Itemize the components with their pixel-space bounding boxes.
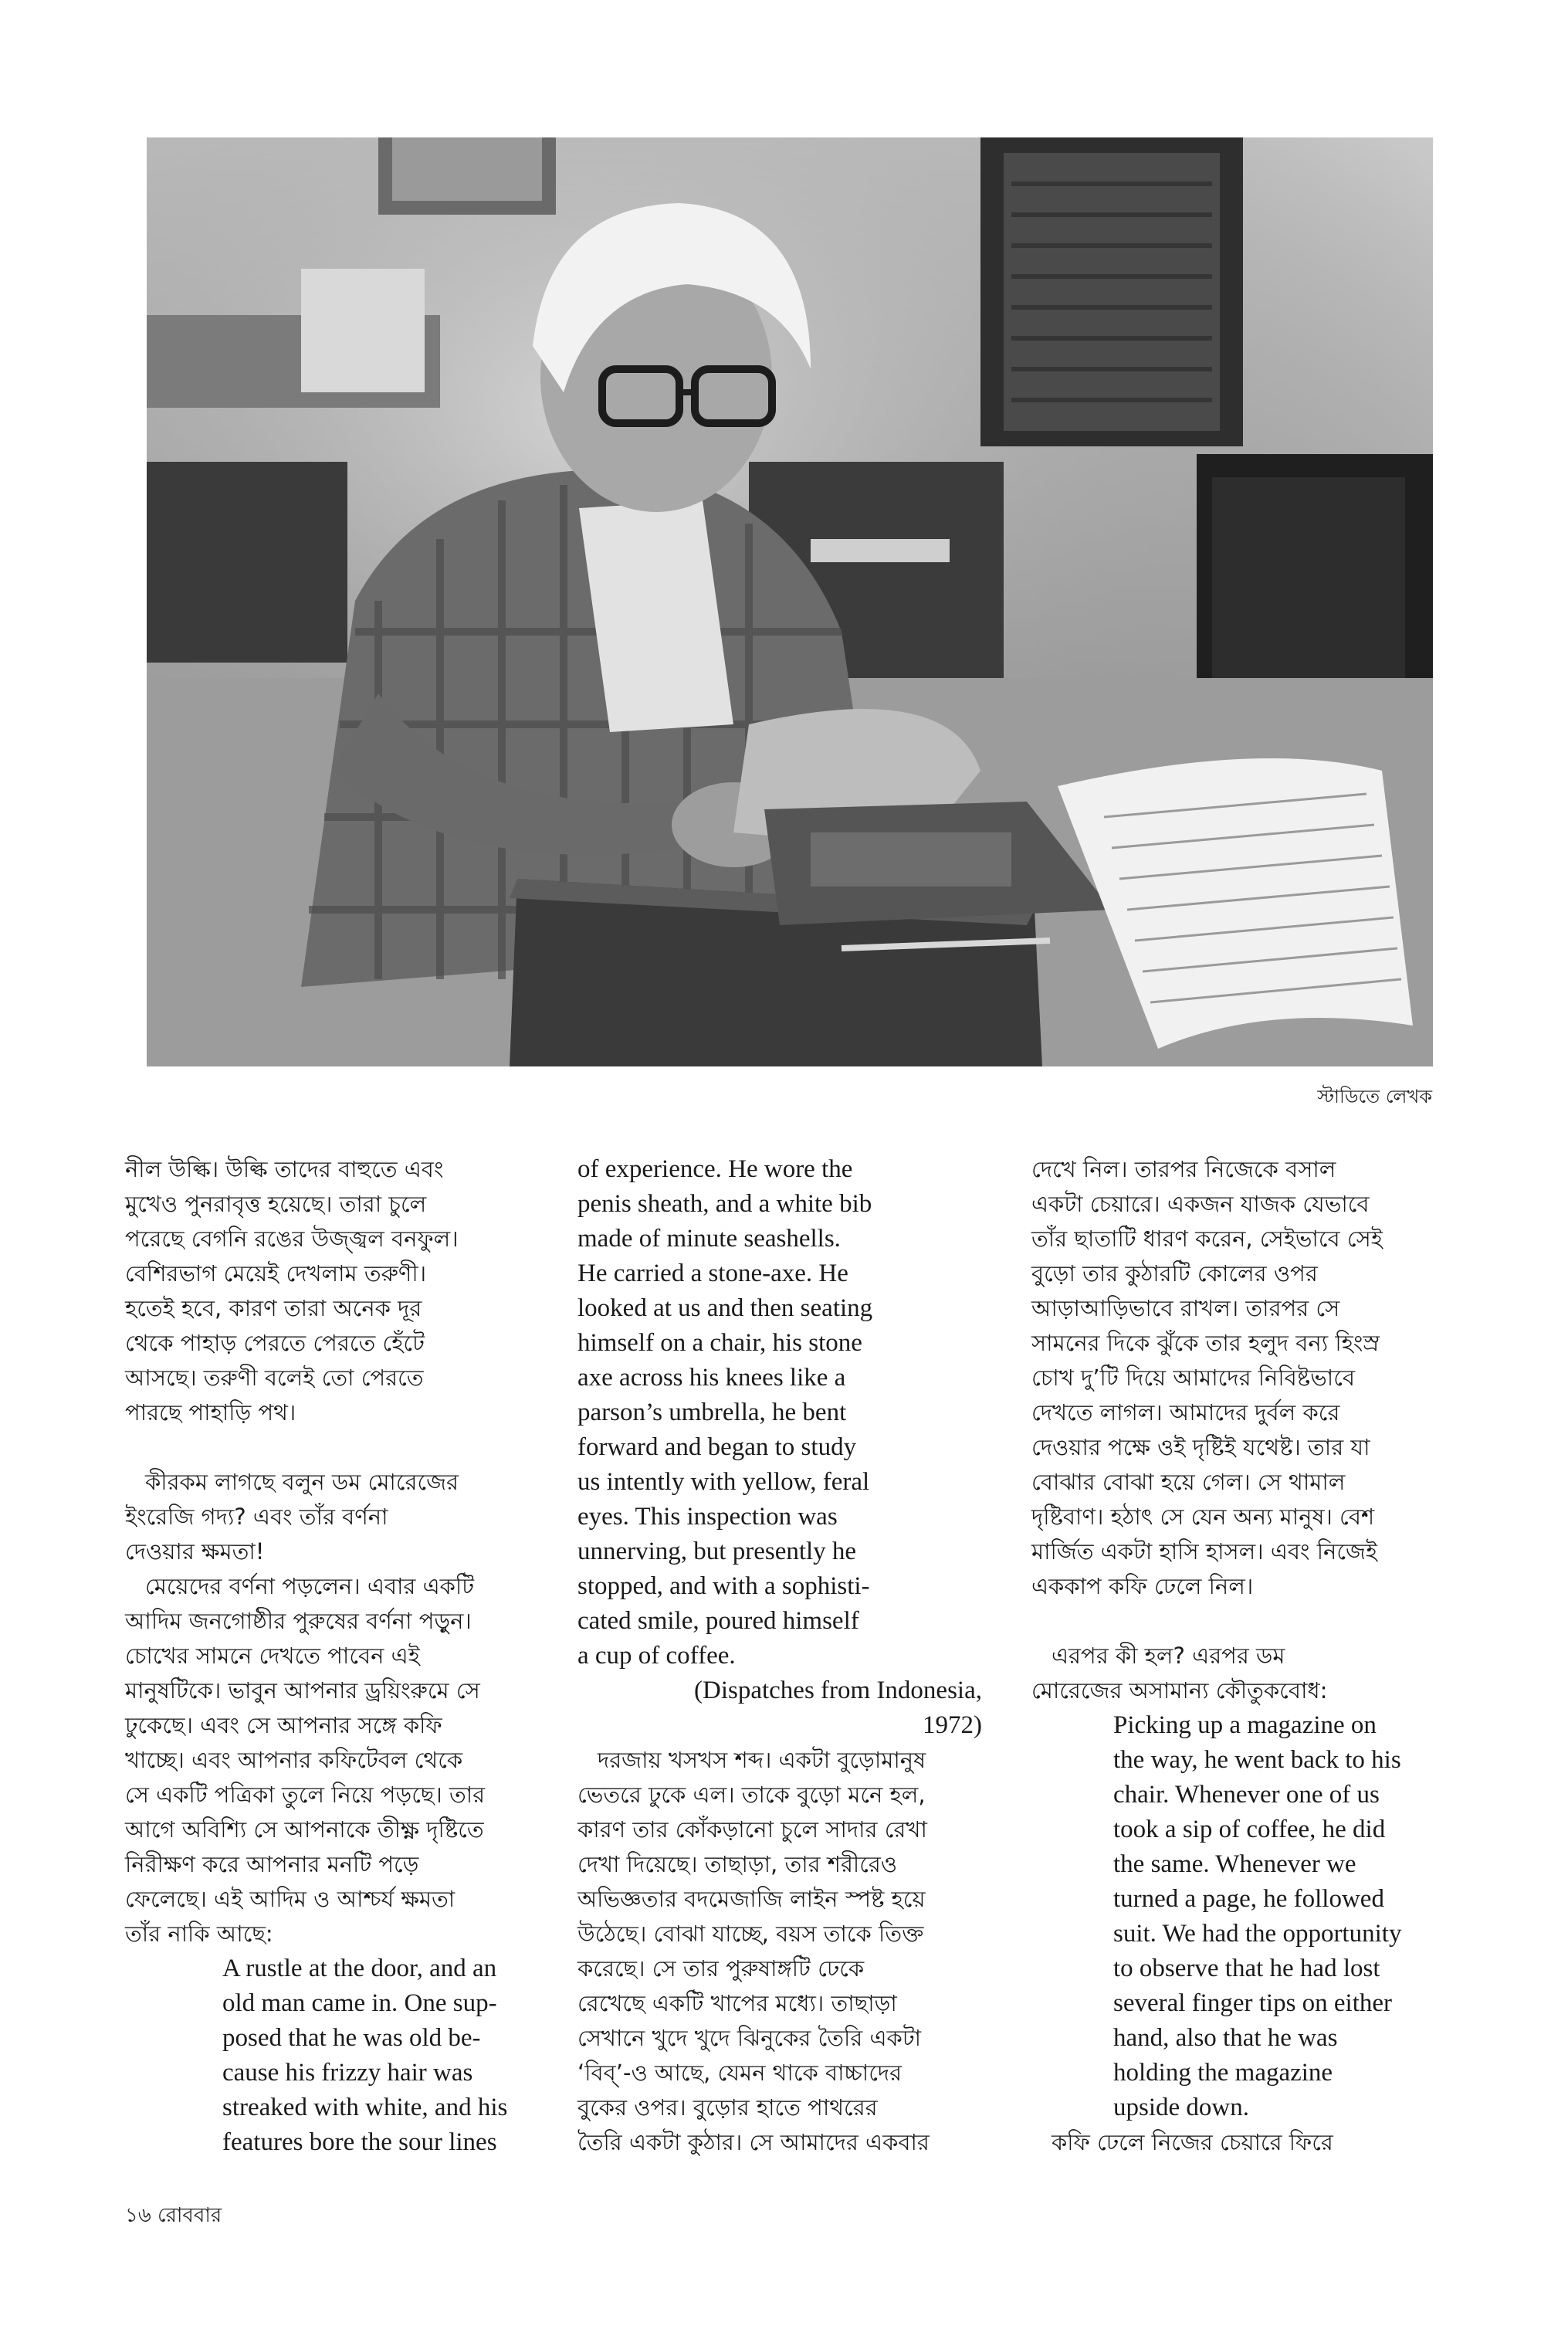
photo-illustration bbox=[147, 137, 1433, 1066]
quote-source: (Dispatches from Indonesia, 1972) bbox=[694, 1677, 982, 1739]
english-quote: of experience. He wore the penis sheath, and a white bib made of minute seashells. He carried a stone-axe. He looked at us and then seating himself on a chair, his stone axe across his knees like a parson’s umbrella, he bent forward and began to study us intently with yellow, feral eyes. This inspection was unnerving, but presently he stopped, and with a sophisti- cated smile, poured himself a cup of coffee. bbox=[577, 1155, 873, 1670]
paragraph: দরজায় খসখস শব্দ। একটা বুড়োমানুষ ভেতরে ঢুকে এল। তাকে বুড়ো মনে হল, কারণ তার কোঁকড়ানো চুলে সাদার রেখা দেখা দিয়েছে। তাছাড়া, তার শরীরেও অভিজ্ঞতার বদমেজাজি লাইন স্পষ্ট হয়ে উঠেছে। বোঝা যাচ্ছে, বয়স তাকে তিক্ত করেছে। সে তার পুরুষাঙ্গটি ঢেকে রেখেছে একটি খাপের মধ্যে। তাছাড়া সেখানে খুদে খুদে ঝিনুকের তৈরি একটা ‘বিব্’-ও আছে, যেমন থাকে বাচ্চাদের বুকের ওপর। বুড়োর হাতে পাথরের তৈরি একটা কুঠার। সে আমাদের একবার bbox=[577, 1747, 930, 2155]
english-quote: A rustle at the door, and an old man came in. One sup- posed that he was old be- cause his frizzy hair was streaked with white, and his features bore the sour lines bbox=[222, 1955, 508, 2156]
writer-photo bbox=[147, 137, 1433, 1066]
paragraph-gap bbox=[125, 1430, 557, 1465]
photo-caption: স্টাডিতে লেখক bbox=[1317, 1086, 1432, 1107]
paragraph: দেখে নিল। তারপর নিজেকে বসাল একটা চেয়ারে। একজন যাজক যেভাবে তাঁর ছাতাটি ধারণ করেন, সেইভাবে সেই বুড়ো তার কুঠারটি কোলের ওপর আড়াআড়িভাবে রাখল। তারপর সে সামনের দিকে ঝুঁকে তার হলুদ বন্য হিংস্র চোখ দু’টি দিয়ে আমাদের নিবিষ্টভাবে দেখতে লাগল। আমাদের দুর্বল করে দেওয়ার পক্ষে ওই দৃষ্টিই যথেষ্ট। তার যা বোঝার বোঝা হয়ে গেল। সে থামাল দৃষ্টিবাণ। হঠাৎ সে যেন অন্য মানুষ। বেশ মার্জিত একটা হাসি হাসল। এবং নিজেই এককাপ কফি ঢেলে নিল। bbox=[1031, 1156, 1383, 1599]
paragraph-gap bbox=[1031, 1604, 1464, 1639]
english-quote: Picking up a magazine on the way, he went back to his chair. Whenever one of us took a sip of coffee, he did the same. Whenever we turned a page, he followed suit. We had the opportunity to observe that he had lost several finger tips on either hand, also that he was holding the magazine upside down. bbox=[1113, 1711, 1402, 2121]
paragraph: এরপর কী হল? এরপর ডম মোরেজের অসামান্য কৌতুকবোধ: bbox=[1031, 1643, 1328, 1704]
paragraph: মেয়েদের বর্ণনা পড়লেন। এবার একটি আদিম জনগোষ্ঠীর পুরুষের বর্ণনা পড়ুন। চোখের সামনে দেখতে পাবেন এই মানুষটিকে। ভাবুন আপনার ড্রয়িংরুমে সে ঢুকেছে। এবং সে আপনার সঙ্গে কফি খাচ্ছে। এবং আপনার কফিটেবল থেকে সে একটি পত্রিকা তুলে নিয়ে পড়ছে। তার আগে অবিশ্যি সে আপনাকে তীক্ষ্ণ দৃষ্টিতে নিরীক্ষণ করে আপনার মনটি পড়ে ফেলেছে। এই আদিম ও আশ্চর্য ক্ষমতা তাঁর নাকি আছে: bbox=[125, 1573, 486, 1947]
page-footer: ১৬ রোববার bbox=[125, 2204, 222, 2227]
paragraph: নীল উল্কি। উল্কি তাদের বাহুতে এবং মুখেও পুনরাবৃত্ত হয়েছে। তারা চুলে পরেছে বেগনি রঙের উজ্জ্বল বনফুল। বেশিরভাগ মেয়েই দেখলাম তরুণী। হতেই হবে, কারণ তারা অনেক দূর থেকে পাহাড় পেরতে পেরতে হেঁটে আসছে। তরুণী বলেই তো পেরতে পারছে পাহাড়ি পথ। bbox=[125, 1156, 459, 1426]
text-column-2 bbox=[577, 1152, 994, 2160]
text-column-1 bbox=[125, 1152, 557, 2160]
paragraph: কফি ঢেলে নিজের চেয়ারে ফিরে bbox=[1052, 2129, 1333, 2155]
text-column-3 bbox=[1031, 1152, 1464, 2160]
paragraph: কীরকম লাগছে বলুন ডম মোরেজের ইংরেজি গদ্য? এবং তাঁর বর্ণনা দেওয়ার ক্ষমতা! bbox=[125, 1469, 459, 1565]
